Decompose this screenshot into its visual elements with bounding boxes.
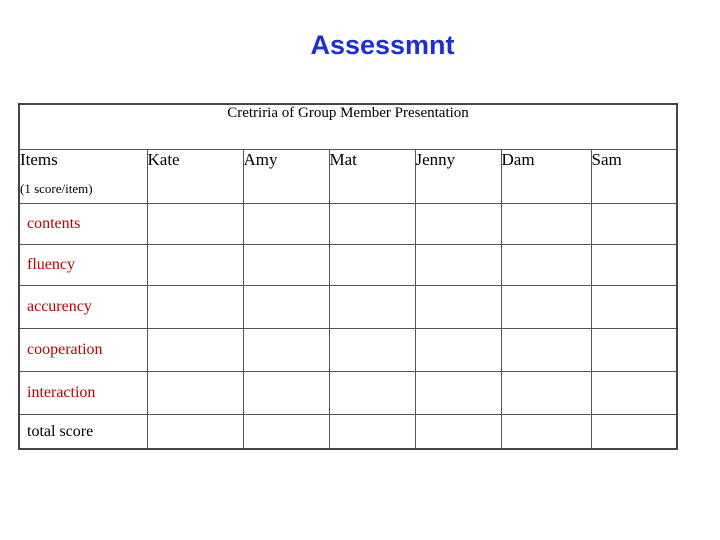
score-cell[interactable]: [243, 415, 329, 450]
score-cell[interactable]: [415, 415, 501, 450]
score-cell[interactable]: [501, 286, 591, 329]
score-cell[interactable]: [243, 204, 329, 245]
score-cell[interactable]: [329, 204, 415, 245]
member-header: Mat: [329, 150, 415, 204]
table-row: [19, 286, 677, 329]
score-cell[interactable]: [243, 372, 329, 415]
score-cell[interactable]: [415, 204, 501, 245]
table-row: [19, 415, 677, 450]
score-cell[interactable]: [243, 245, 329, 286]
score-cell[interactable]: [329, 286, 415, 329]
score-cell[interactable]: [243, 286, 329, 329]
row-label: accurency: [19, 286, 147, 329]
row-label: interaction: [19, 372, 147, 415]
score-cell[interactable]: [147, 372, 243, 415]
member-header: Kate: [147, 150, 243, 204]
score-cell[interactable]: [501, 204, 591, 245]
score-cell[interactable]: [147, 329, 243, 372]
score-cell[interactable]: [591, 204, 677, 245]
page-title: Assessmnt: [310, 30, 455, 60]
member-header: Dam: [501, 150, 591, 204]
row-label: contents: [19, 204, 147, 245]
items-subheader: (1 score/item): [20, 181, 93, 196]
member-header: Jenny: [415, 150, 501, 204]
score-cell[interactable]: [415, 372, 501, 415]
score-cell[interactable]: [501, 415, 591, 450]
assessment-table: [18, 103, 678, 450]
score-cell[interactable]: [415, 329, 501, 372]
table-row: [19, 372, 677, 415]
row-label: cooperation: [19, 329, 147, 372]
score-cell[interactable]: [147, 245, 243, 286]
score-cell[interactable]: [329, 329, 415, 372]
table-row: [19, 204, 677, 245]
score-cell[interactable]: [591, 415, 677, 450]
score-cell[interactable]: [501, 245, 591, 286]
items-header-cell: [19, 150, 147, 204]
row-label: total score: [19, 415, 147, 450]
items-header: Items: [20, 150, 58, 169]
row-label: fluency: [19, 245, 147, 286]
table-row: [19, 245, 677, 286]
caption-row: [19, 104, 677, 150]
table-caption: Cretriria of Group Member Presentation: [19, 104, 677, 150]
score-cell[interactable]: [147, 286, 243, 329]
header-row: [19, 150, 677, 204]
score-cell[interactable]: [329, 245, 415, 286]
score-cell[interactable]: [501, 329, 591, 372]
score-cell[interactable]: [591, 372, 677, 415]
table-row: [19, 329, 677, 372]
score-cell[interactable]: [147, 415, 243, 450]
score-cell[interactable]: [591, 245, 677, 286]
score-cell[interactable]: [415, 286, 501, 329]
score-cell[interactable]: [147, 204, 243, 245]
score-cell[interactable]: [415, 245, 501, 286]
score-cell[interactable]: [243, 329, 329, 372]
score-cell[interactable]: [329, 372, 415, 415]
score-cell[interactable]: [501, 372, 591, 415]
member-header: Amy: [243, 150, 329, 204]
score-cell[interactable]: [329, 415, 415, 450]
score-cell[interactable]: [591, 329, 677, 372]
member-header: Sam: [591, 150, 677, 204]
score-cell[interactable]: [591, 286, 677, 329]
